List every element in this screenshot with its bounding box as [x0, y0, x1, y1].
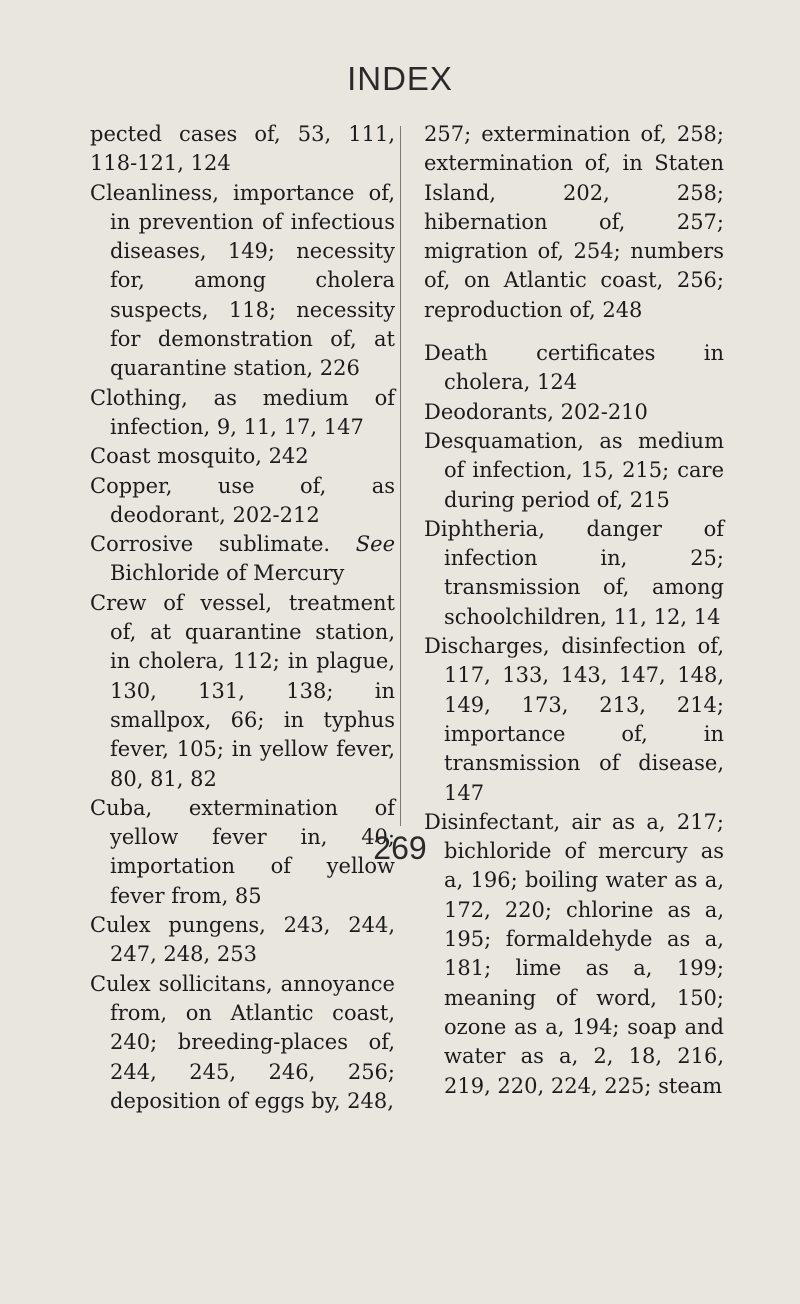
index-entry-text: Clothing, as medium of infection, 9, 11, 17, 147	[90, 385, 395, 439]
index-entry-text: Corrosive sublimate.	[90, 532, 331, 557]
index-entry	[424, 515, 724, 632]
index-entry	[90, 179, 395, 384]
index-entry-text: Culex sollicitans, annoyance from, on Atlantic coast, 240; breeding-places of, 244, 245, 246, 256; deposition of eggs by, 248,	[90, 971, 395, 1113]
index-entry	[424, 120, 724, 325]
index-entry-text: pected cases of, 53, 111, 118-121, 124	[90, 122, 395, 176]
index-entry-text: Culex pungens, 243, 244, 247, 248, 253	[90, 913, 395, 967]
see-reference-label: See	[355, 532, 395, 557]
index-entry-text: Copper, use of, as deodorant, 202-212	[90, 473, 395, 527]
index-entry-text: Desquamation, as medium of infection, 15, 215; care during period of, 215	[424, 428, 724, 512]
index-entry	[424, 398, 724, 427]
index-entry-text: 257; extermination of, 258; extermination of, in Staten Island, 202, 258; hibernation of, 257; migration of, 254; numbers of, on Atlantic coast, 256; reproduction of, 248	[424, 122, 724, 322]
index-entry-text: Crew of vessel, treatment of, at quarantine station, in cholera, 112; in plague, 130, 131, 138; in smallpox, 66; in typhus fever, 105; in yellow fever, 80, 81, 82	[90, 590, 395, 791]
index-entry-text: Deodorants, 202-210	[424, 399, 648, 424]
column-divider	[400, 126, 401, 826]
index-entry-text: Coast mosquito, 242	[90, 444, 309, 469]
index-entry	[90, 970, 395, 1116]
index-entry-text: Diphtheria, danger of infection in, 25; transmission of, among schoolchildren, 11, 12, 14	[424, 516, 724, 629]
index-entry	[424, 427, 724, 515]
index-entry	[90, 911, 395, 970]
index-entry	[90, 589, 395, 794]
index-entry	[90, 442, 395, 471]
index-entry-text: Cleanliness, importance of, in prevention of infectious diseases, 149; necessity for, among cholera suspects, 118; necessity for demonstration of, at quarantine station, 226	[90, 180, 395, 381]
index-entry	[90, 472, 395, 531]
right-column	[424, 120, 724, 1101]
see-reference-target: Bichloride of Mercury	[110, 561, 345, 586]
index-entry	[424, 632, 724, 808]
index-entry-text: Discharges, disinfection of, 117, 133, 143, 147, 148, 149, 173, 213, 214; importance of, in transmission of disease, 147	[424, 634, 724, 805]
index-entry	[90, 384, 395, 443]
index-entry	[424, 339, 724, 398]
page-title: INDEX	[347, 60, 453, 97]
index-entry	[90, 120, 395, 179]
index-entry-text: Cuba, extermination of yellow fever in, 40; importation of yellow fever from, 85	[90, 795, 395, 908]
index-entry-text: Disinfectant, air as a, 217; bichloride of mercury as a, 196; boiling water as a, 172, 220; chlorine as a, 195; formaldehyde as a, 181; lime as a, 199; meaning of word, 150; ozone as a, 194; soap and water as a, 2, 18, 216, 219, 220, 224, 225; steam	[424, 809, 724, 1098]
left-column	[90, 120, 395, 1116]
index-entry-text: Death certificates in cholera, 124	[424, 341, 724, 395]
index-entry	[90, 530, 395, 589]
page-number: 269	[373, 830, 427, 866]
